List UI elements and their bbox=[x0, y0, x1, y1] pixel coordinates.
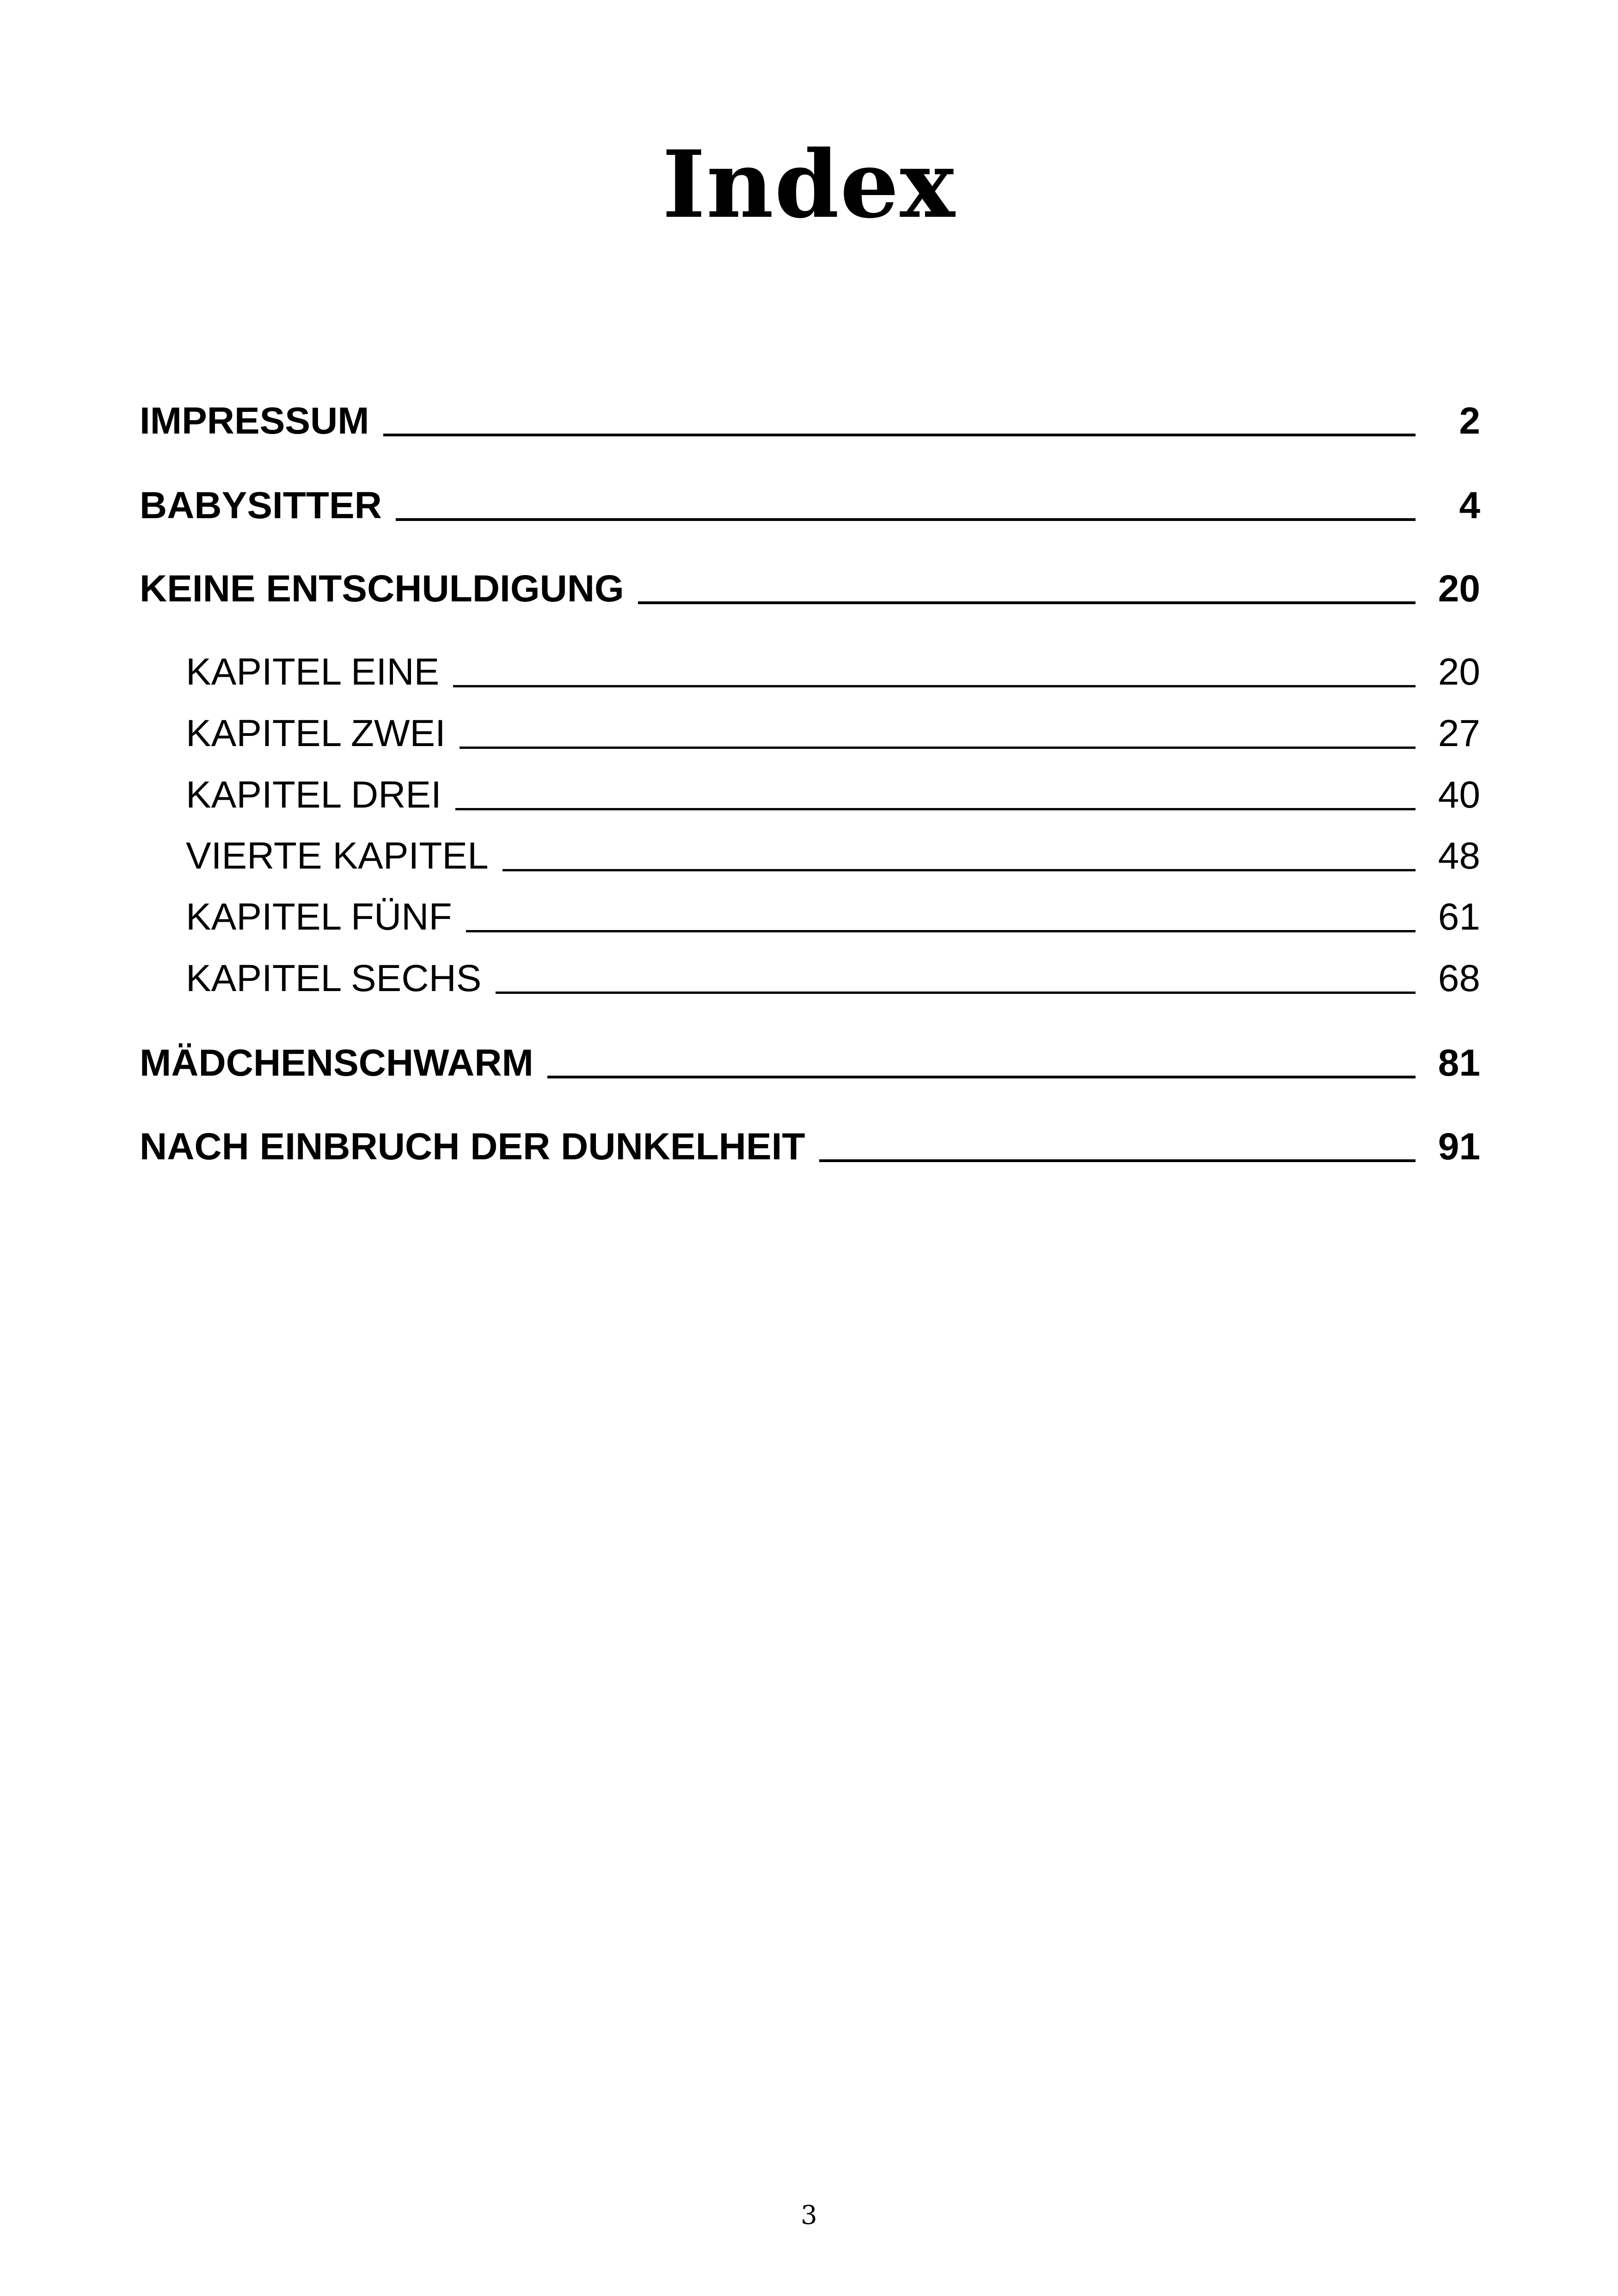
toc-leader-line bbox=[638, 601, 1416, 604]
toc-entry-page: 91 bbox=[1438, 1126, 1480, 1168]
toc-entry-label: KAPITEL EINE bbox=[186, 651, 440, 693]
toc-entry-label: IMPRESSUM bbox=[140, 400, 369, 442]
toc-entry-page: 27 bbox=[1438, 712, 1480, 754]
toc-entry-page: 4 bbox=[1459, 484, 1480, 527]
toc-leader-line bbox=[460, 747, 1416, 749]
toc-entry-vierte-kapitel[interactable] bbox=[186, 837, 1480, 875]
toc-entry-page: 2 bbox=[1459, 400, 1480, 442]
toc-leader-line bbox=[496, 992, 1416, 994]
toc-leader-line bbox=[819, 1159, 1416, 1162]
toc-entry-page: 61 bbox=[1438, 896, 1480, 938]
toc-entry-label: NACH EINBRUCH DER DUNKELHEIT bbox=[140, 1126, 805, 1168]
toc-leader-line bbox=[396, 518, 1416, 521]
toc-entry-label: MÄDCHENSCHWARM bbox=[140, 1042, 533, 1084]
toc-leader-line bbox=[466, 930, 1416, 932]
toc-entry-kapitel-sechs[interactable] bbox=[186, 957, 1480, 999]
toc-entry-page: 20 bbox=[1438, 651, 1480, 693]
toc-entry-babysitter[interactable] bbox=[140, 484, 1480, 527]
toc-entry-page: 20 bbox=[1438, 568, 1480, 610]
toc-entry-page: 68 bbox=[1438, 957, 1480, 999]
toc-entry-nach-einbruch-der-dunkelheit[interactable] bbox=[140, 1128, 1480, 1166]
toc-entry-page: 40 bbox=[1438, 774, 1480, 816]
toc-entry-label: KAPITEL FÜNF bbox=[186, 896, 452, 938]
toc-entry-maedchenschwarm[interactable] bbox=[140, 1044, 1480, 1082]
toc-leader-line bbox=[547, 1076, 1416, 1078]
toc-entry-label: KAPITEL DREI bbox=[186, 774, 441, 816]
page-title: Index bbox=[662, 130, 956, 239]
toc-entry-page: 81 bbox=[1438, 1042, 1480, 1084]
toc-entry-page: 48 bbox=[1438, 835, 1480, 877]
toc-entry-label: BABYSITTER bbox=[140, 484, 382, 527]
toc-entry-impressum[interactable] bbox=[140, 402, 1480, 440]
toc-entry-label: KAPITEL ZWEI bbox=[186, 712, 446, 754]
toc-leader-line bbox=[455, 808, 1416, 810]
toc-entry-label: KAPITEL SECHS bbox=[186, 957, 482, 999]
toc-entry-kapitel-drei[interactable] bbox=[186, 776, 1480, 814]
toc-leader-line bbox=[453, 685, 1416, 687]
toc-entry-kapitel-eine[interactable] bbox=[186, 653, 1480, 691]
toc-entry-kapitel-fuenf[interactable] bbox=[186, 898, 1480, 936]
toc-leader-line bbox=[383, 434, 1416, 436]
toc-leader-line bbox=[503, 869, 1416, 871]
toc-entry-label: KEINE ENTSCHULDIGUNG bbox=[140, 568, 624, 610]
toc-entry-kapitel-zwei[interactable] bbox=[186, 712, 1480, 754]
toc-entry-keine-entschuldigung[interactable] bbox=[140, 570, 1480, 608]
toc-entry-label: VIERTE KAPITEL bbox=[186, 835, 489, 877]
page-number: 3 bbox=[801, 2200, 817, 2230]
